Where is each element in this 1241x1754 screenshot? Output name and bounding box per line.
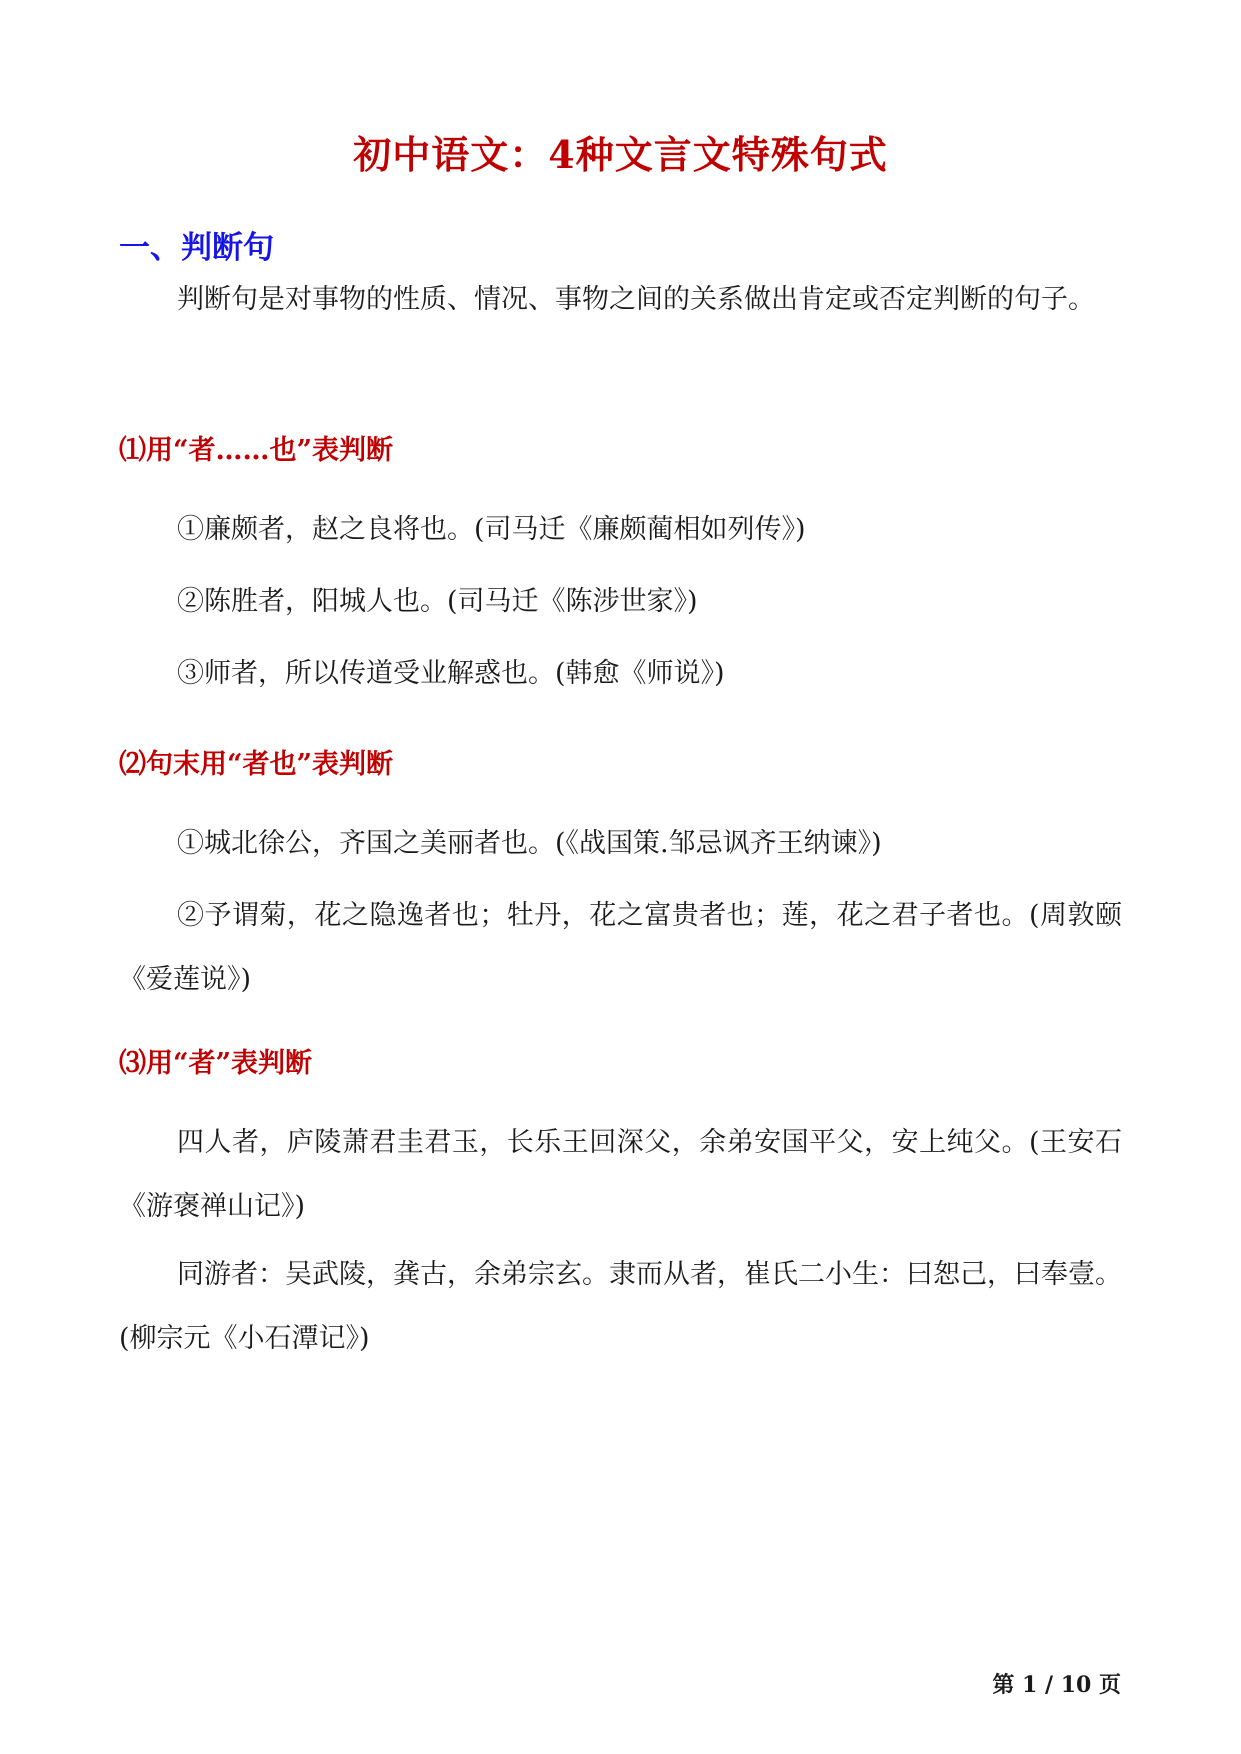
example-1-2: ②陈胜者，阳城人也。(司马迁《陈涉世家》)	[177, 586, 698, 617]
intro-paragraph: 判断句是对事物的性质、情况、事物之间的关系做出肯定或否定判断的句子。	[177, 284, 1095, 315]
example-2-1: ①城北徐公，齐国之美丽者也。(《战国策.邹忌讽齐王纳谏》)	[177, 828, 882, 859]
subsection-heading-2: ⑵句末用“者也”表判断	[119, 749, 394, 780]
example-3-1: 四人者，庐陵萧君圭君玉，长乐王回深父，余弟安国平父，安上纯父。(王安石《游褒禅山记》)	[119, 1127, 1122, 1222]
subsection-heading-1: ⑴用“者……也”表判断	[119, 435, 394, 466]
example-1-3: ③师者，所以传道受业解惑也。(韩愈《师说》)	[177, 658, 725, 689]
example-1-1: ①廉颇者，赵之良将也。(司马迁《廉颇蔺相如列传》)	[177, 514, 806, 545]
subsection-heading-3: ⑶用“者”表判断	[119, 1048, 313, 1079]
document-title: 初中语文：4种文言文特殊句式	[353, 132, 888, 177]
page-number: 第 1 / 10 页	[992, 1672, 1121, 1698]
section-heading: 一、判断句	[119, 230, 274, 266]
example-3-2: 同游者：吴武陵，龚古，余弟宗玄。隶而从者，崔氏二小生：曰恕己，曰奉壹。(柳宗元《小石潭记》)	[119, 1259, 1122, 1354]
example-2-2: ②予谓菊，花之隐逸者也；牡丹，花之富贵者也；莲，花之君子者也。(周敦颐《爱莲说》)	[119, 900, 1122, 995]
